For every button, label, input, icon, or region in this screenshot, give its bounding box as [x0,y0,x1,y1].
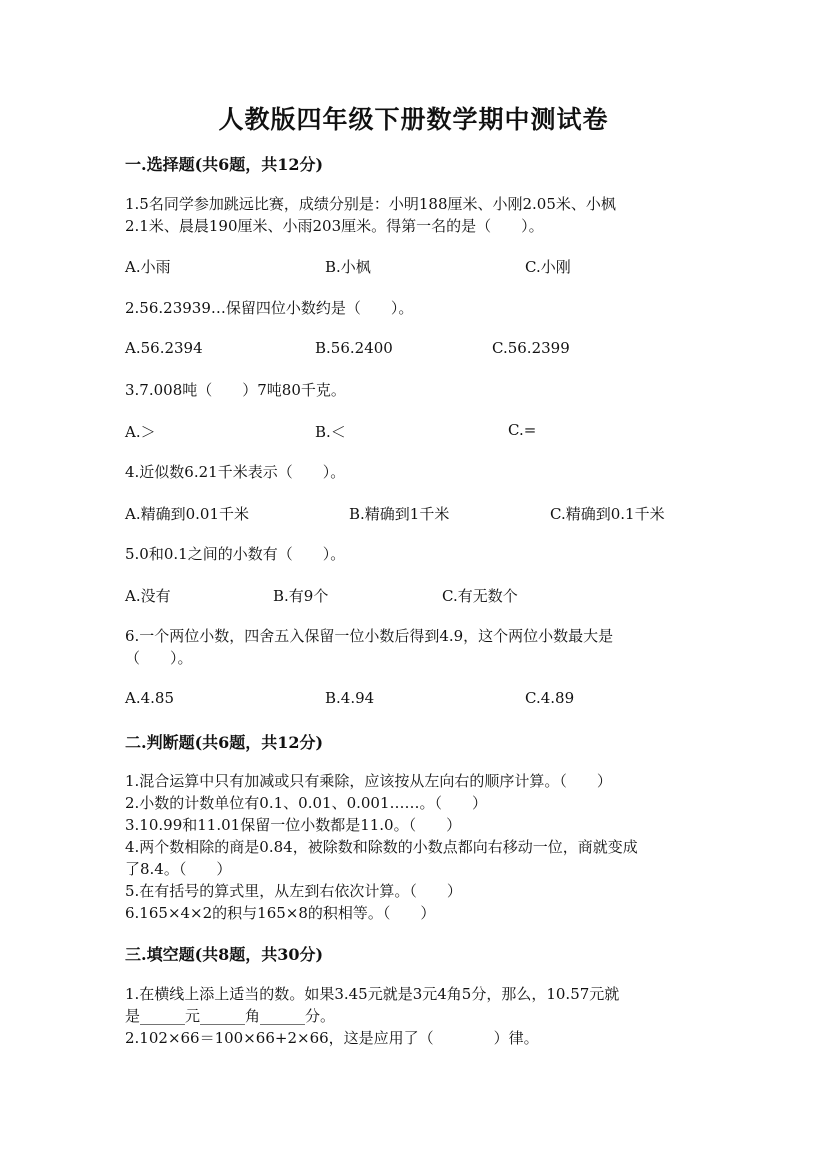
question-6-option-b: B.4.94 [325,689,375,707]
question-1-option-c: C.小刚 [525,258,571,276]
question-6-line-1: 6.一个两位小数，四舍五入保留一位小数后得到4.9，这个两位小数最大是 [125,627,614,645]
judge-line-6: 5.在有括号的算式里，从左到右依次计算。（ ） [125,882,462,900]
question-4-option-a: A.精确到0.01千米 [125,505,249,523]
question-3-option-c: C.= [508,421,537,439]
question-2-option-c: C.56.2399 [492,339,570,357]
question-2-option-a: A.56.2394 [125,339,203,357]
question-2-line-1: 2.56.23939…保留四位小数约是（ ）。 [125,299,414,317]
question-1-line-1: 1.5名同学参加跳远比赛，成绩分别是：小明188厘米、小刚2.05米、小枫 [125,195,616,213]
question-4-line-1: 4.近似数6.21千米表示（ ）。 [125,463,346,481]
judge-line-7: 6.165×4×2的积与165×8的积相等。（ ） [125,904,436,922]
question-2-option-b: B.56.2400 [315,339,393,357]
question-6-option-a: A.4.85 [125,689,174,707]
section-heading-choice: 一.选择题(共6题，共12分) [125,155,324,174]
question-5-option-b: B.有9个 [273,587,329,605]
question-1-option-b: B.小枫 [325,258,371,276]
judge-line-4: 4.两个数相除的商是0.84，被除数和除数的小数点都向右移动一位，商就变成 [125,838,638,856]
section-heading-judge: 二.判断题(共6题，共12分) [125,733,324,752]
question-1-option-a: A.小雨 [125,258,171,276]
fill-line-3: 2.102×66＝100×66+2×66，这是应用了（ ）律。 [125,1029,539,1047]
question-5-option-c: C.有无数个 [442,587,518,605]
question-3-option-b: B.＜ [315,423,346,441]
judge-line-5: 了8.4。（ ） [125,860,232,878]
fill-line-1: 1.在横线上添上适当的数。如果3.45元就是3元4角5分，那么，10.57元就 [125,985,620,1003]
judge-line-1: 1.混合运算中只有加减或只有乘除，应该按从左向右的顺序计算。（ ） [125,772,612,790]
fill-line-2: 是______元______角______分。 [125,1007,336,1025]
question-6-line-2: （ ）。 [125,649,193,667]
question-1-line-2: 2.1米、晨晨190厘米、小雨203厘米。得第一名的是（ ）。 [125,217,544,235]
question-6-option-c: C.4.89 [525,689,575,707]
question-5-line-1: 5.0和0.1之间的小数有（ ）。 [125,545,346,563]
question-3-line-1: 3.7.008吨（ ）7吨80千克。 [125,381,346,399]
judge-line-3: 3.10.99和11.01保留一位小数都是11.0。（ ） [125,816,462,834]
question-3-option-a: A.＞ [125,423,156,441]
question-4-option-c: C.精确到0.1千米 [550,505,665,523]
judge-line-2: 2.小数的计数单位有0.1、0.01、0.001……。（ ） [125,794,488,812]
section-heading-fill: 三.填空题(共8题，共30分) [125,945,324,964]
question-5-option-a: A.没有 [125,587,171,605]
exam-title: 人教版四年级下册数学期中测试卷 [218,105,609,134]
question-4-option-b: B.精确到1千米 [349,505,450,523]
